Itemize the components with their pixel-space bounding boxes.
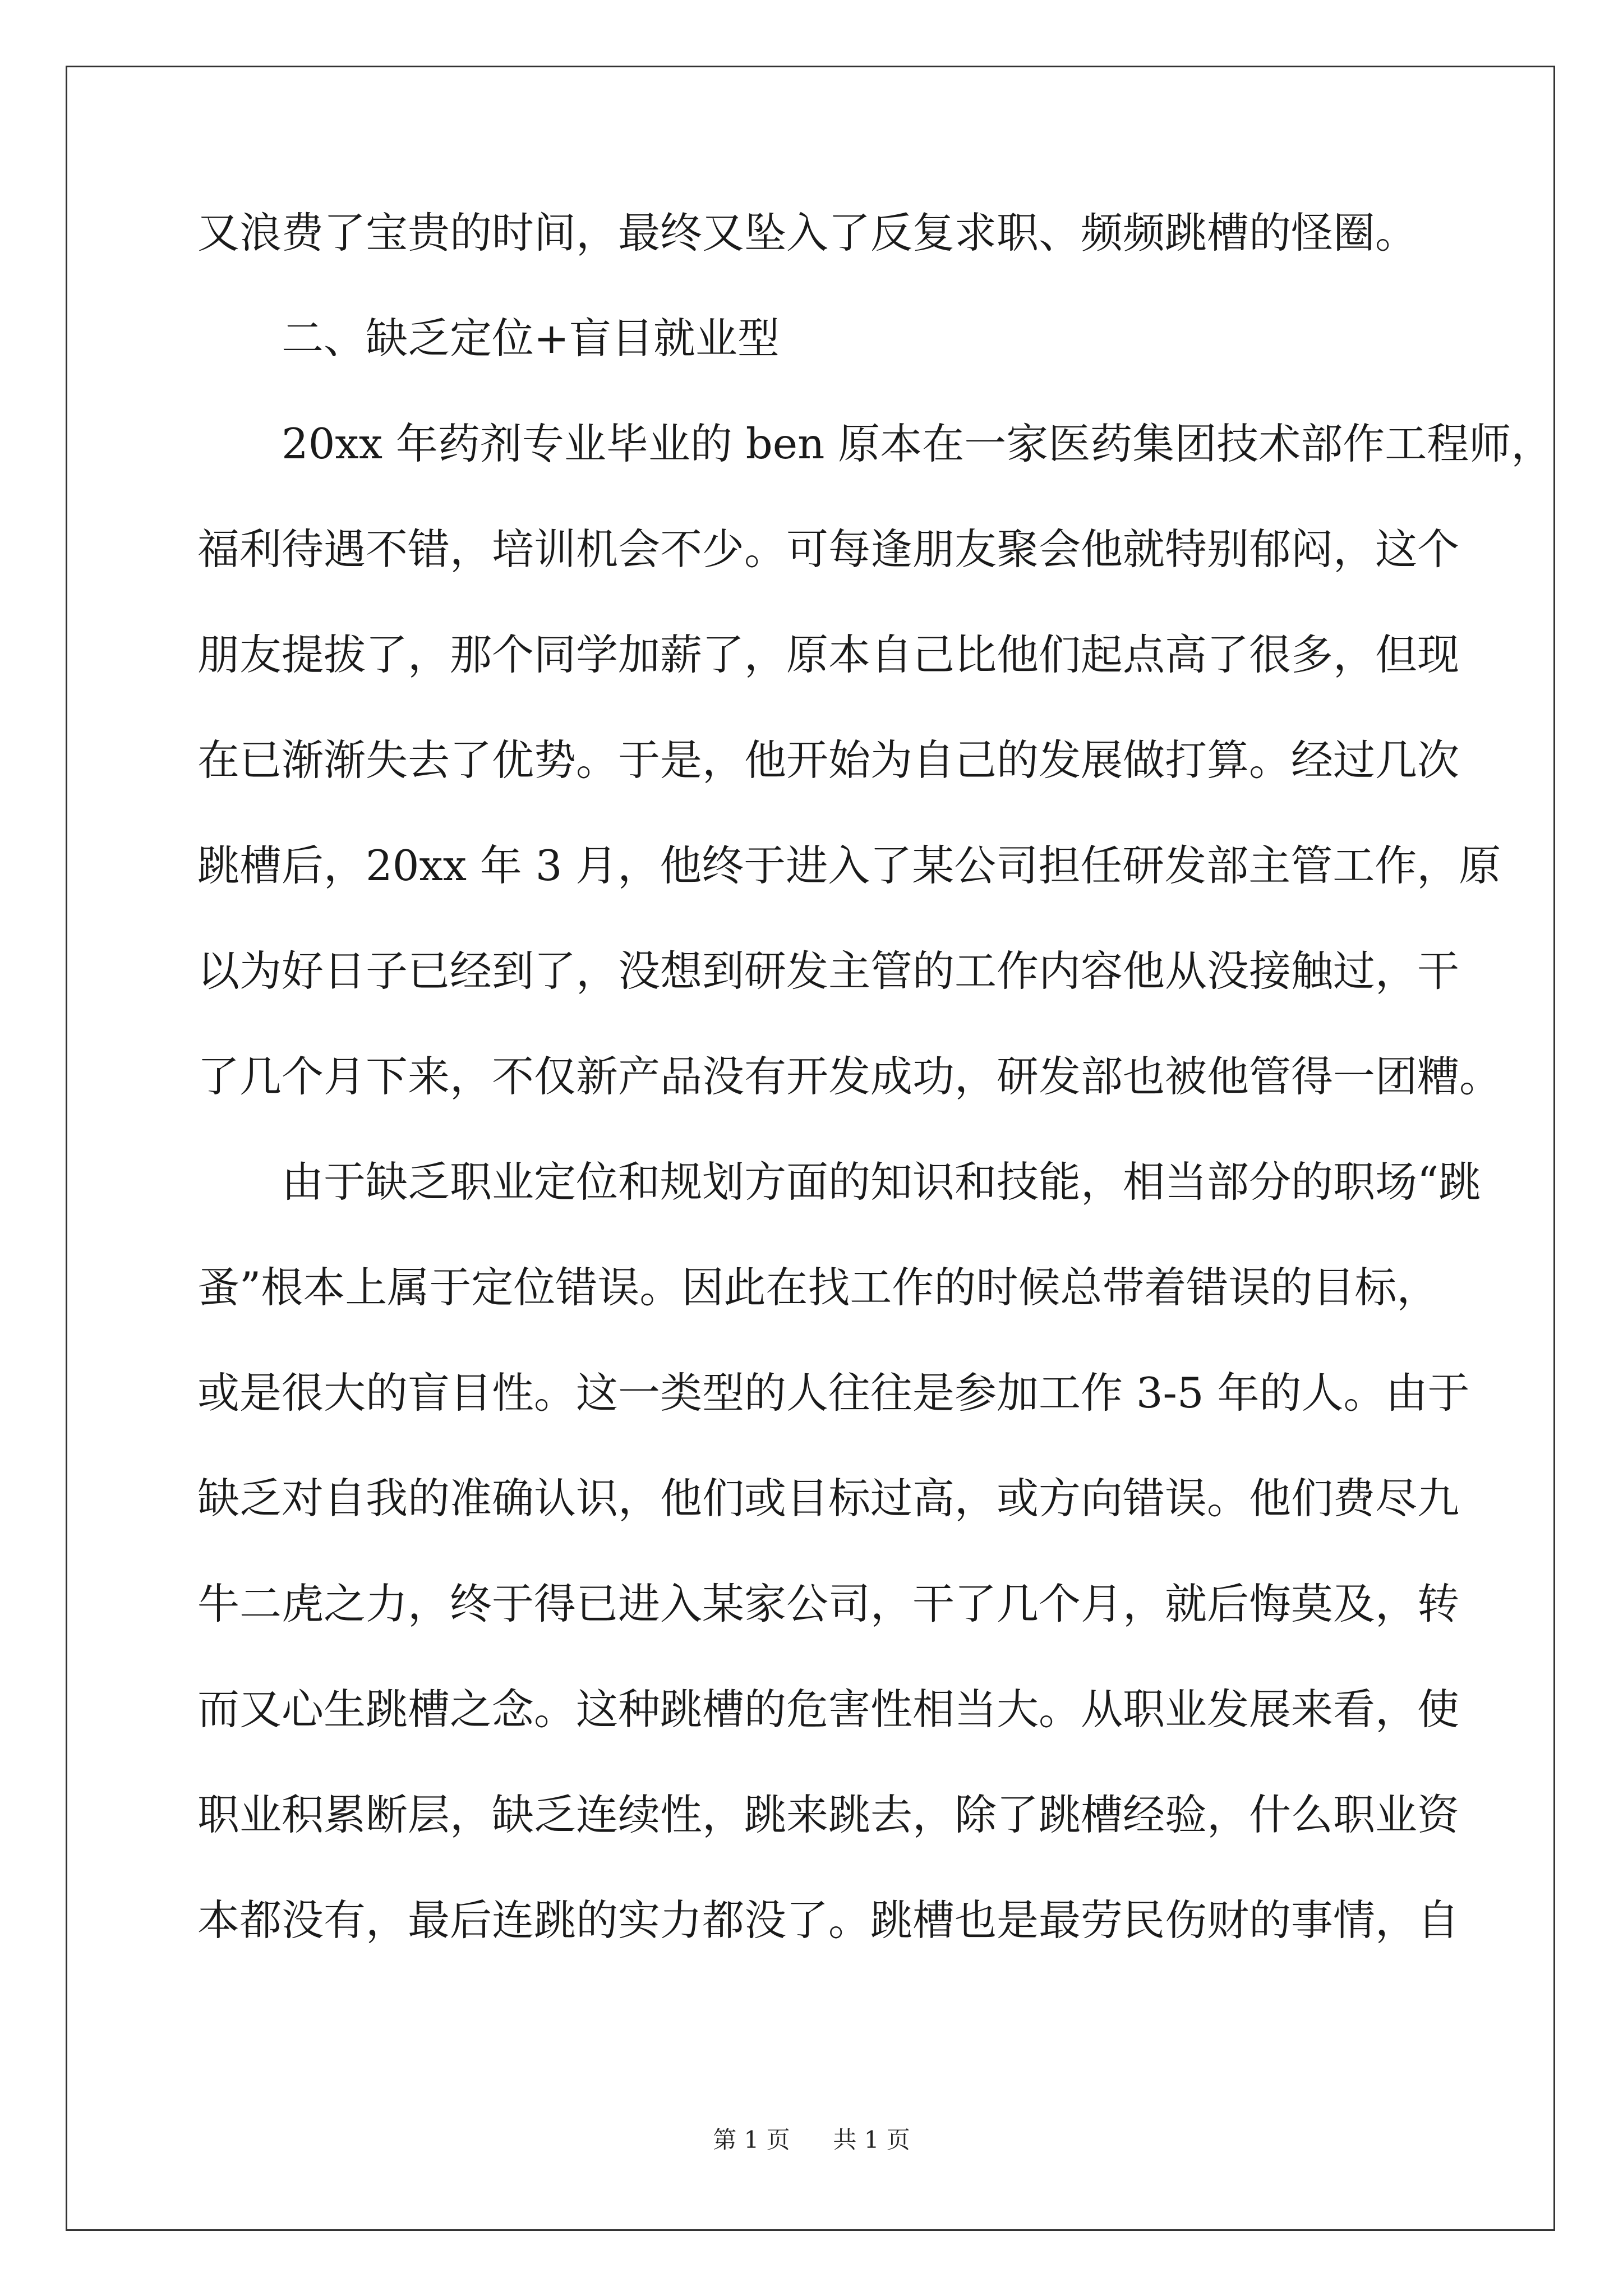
text-line: 本都没有，最后连跳的实力都没了。跳槽也是最劳民伤财的事情，自: [197, 1895, 1460, 1945]
text-line: 以为好日子已经到了，没想到研发主管的工作内容他从没接触过，干: [197, 946, 1460, 996]
text-line: 而又心生跳槽之念。这种跳槽的危害性相当大。从职业发展来看，使: [197, 1685, 1460, 1734]
text-line: 牛二虎之力，终于得已进入某家公司，干了几个月，就后悔莫及，转: [197, 1579, 1460, 1628]
text-line: 在已渐渐失去了优势。于是，他开始为自己的发展做打算。经过几次: [197, 735, 1460, 785]
text-line: 福利待遇不错，培训机会不少。可每逢朋友聚会他就特别郁闷，这个: [197, 524, 1460, 574]
text-line: 缺乏对自我的准确认识，他们或目标过高，或方向错误。他们费尽九: [197, 1474, 1460, 1523]
text-line: 或是很大的盲目性。这一类型的人往往是参加工作 3-5 年的人。由于: [197, 1368, 1470, 1418]
text-line: 朋友提拔了，那个同学加薪了，原本自己比他们起点高了很多，但现: [197, 630, 1460, 679]
section-heading: 二、缺乏定位+盲目就业型: [282, 314, 780, 363]
text-line: 由于缺乏职业定位和规划方面的知识和技能，相当部分的职场“跳: [282, 1157, 1481, 1207]
text-line: 职业积累断层，缺乏连续性，跳来跳去，除了跳槽经验，什么职业资: [197, 1790, 1460, 1839]
text-line: 了几个月下来，不仅新产品没有开发成功，研发部也被他管得一团糟。: [197, 1052, 1502, 1101]
page-footer: [0, 2122, 1623, 2155]
text-line: 蚤”根本上属于定位错误。因此在找工作的时候总带着错误的目标，: [197, 1263, 1439, 1312]
text-line: 20xx 年药剂专业毕业的 ben 原本在一家医药集团技术部作工程师，: [282, 419, 1553, 468]
page-number: 第 1 页: [713, 2126, 790, 2154]
page-total: 共 1 页: [833, 2126, 910, 2154]
text-line: 又浪费了宝贵的时间，最终又坠入了反复求职、频频跳槽的怪圈。: [197, 208, 1418, 257]
text-line: 跳槽后，20xx 年 3 月，他终于进入了某公司担任研发部主管工作，原: [197, 841, 1501, 890]
